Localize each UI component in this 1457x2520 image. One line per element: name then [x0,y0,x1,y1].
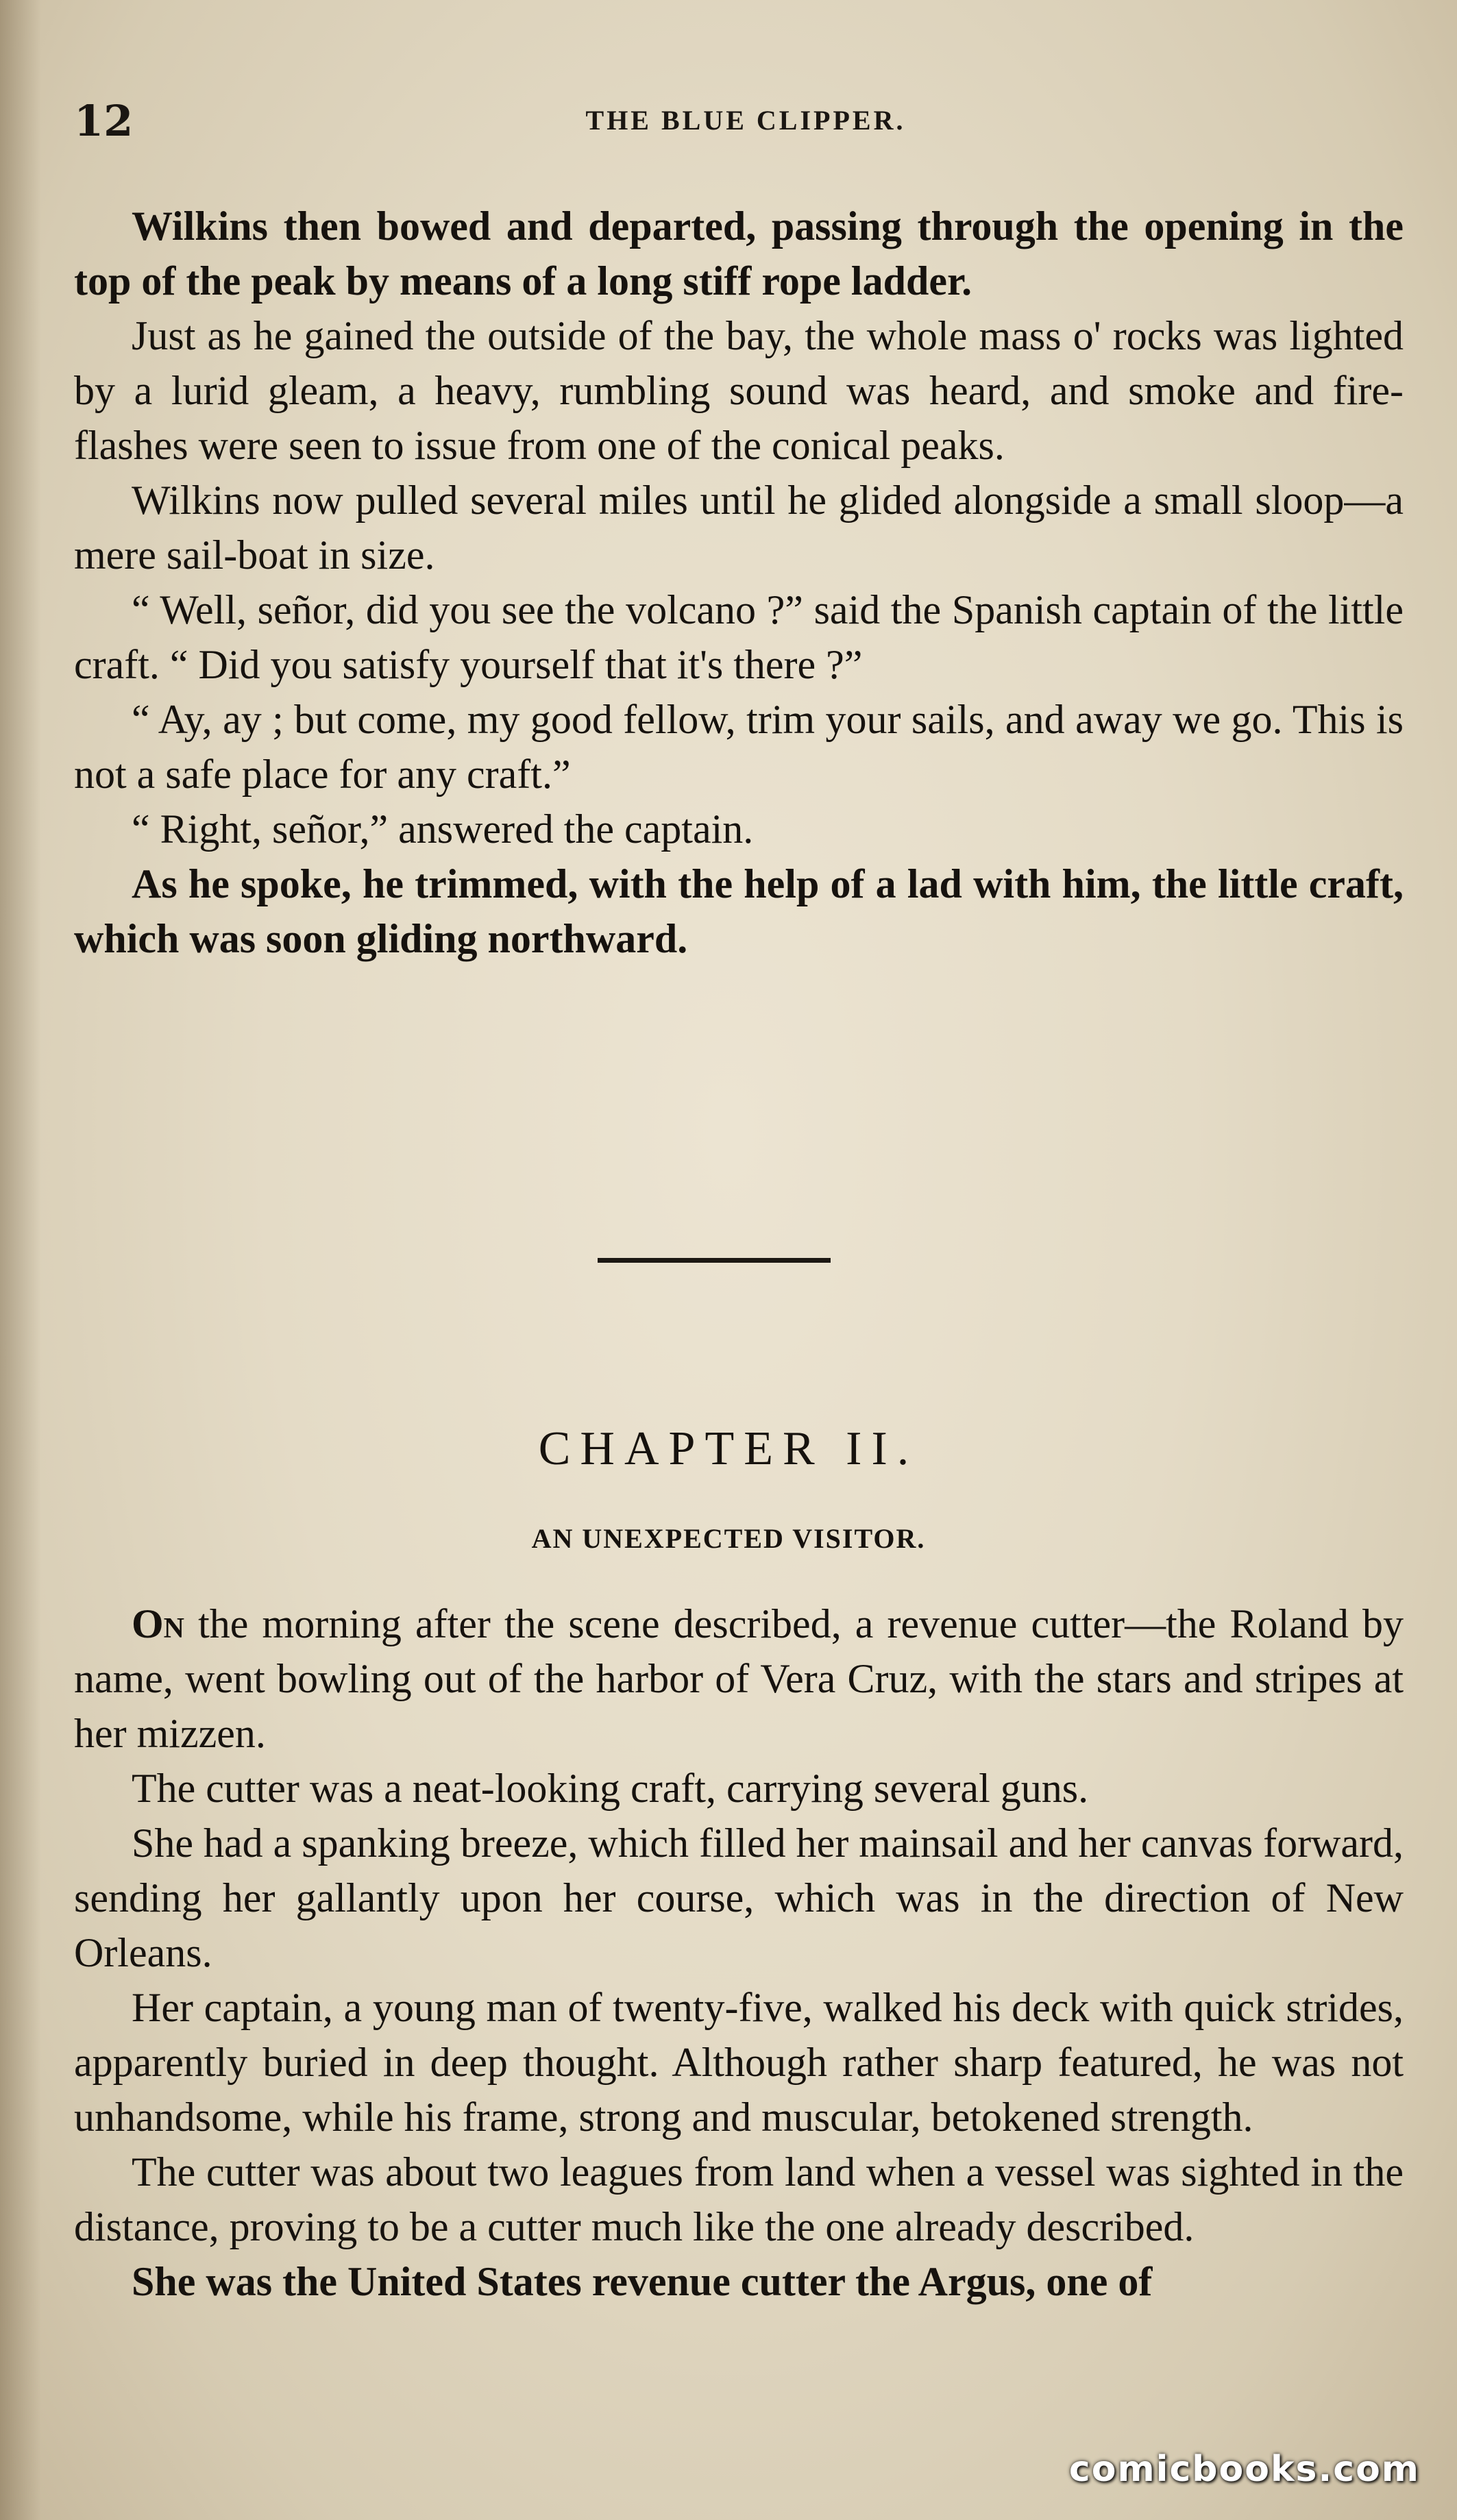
paragraph: Wilkins now pulled several miles until he glided alongside a small sloop—a mere sail-boat in size. [74,478,1404,578]
source-watermark: comicbooks.com [1068,2449,1420,2490]
paragraph: “ Right, señor,” answered the captain. [132,806,754,852]
paragraph: Just as he gained the outside of the bay, the whole mass o' rocks was lighted by a lurid gleam, a heavy, rumbling sound was heard, and smoke and fire-flashes were seen to issue from one of the conical peaks. [74,313,1404,468]
paragraph: The cutter was about two leagues from land when a vessel was sighted in the distance, proving to be a cutter much like the one already described. [74,2149,1404,2249]
page-number: 12 [74,96,134,146]
opening-paragraph [74,1596,1404,1761]
paragraph: Wilkins then bowed and departed, passing through the opening in the top of the peak by means of a long stiff rope ladder. [74,203,1404,304]
opening-word: On [132,1601,185,1646]
paragraph: She was the United States revenue cutter the Argus, one of [132,2259,1153,2304]
paragraph: “ Well, señor, did you see the volcano ?” said the Spanish captain of the little craft. “ Did you satisfy yourself that it's there ?” [74,587,1404,687]
section-divider-rule [598,1258,831,1263]
paragraph: “ Ay, ay ; but come, my good fellow, trim your sails, and away we go. This is not a safe place for any craft.” [74,697,1404,797]
opening-paragraph-text: the morning after the scene described, a revenue cutter—the Roland by name, went bowling out of the harbor of Vera Cruz, with the stars and stripes at her mizzen. [74,1601,1404,1756]
section-two-text [74,1596,1404,2309]
paragraph: She had a spanking breeze, which filled her mainsail and her canvas forward, sending her gallantly upon her course, which was in the direction of New Orleans. [74,1820,1404,1975]
running-title: THE BLUE CLIPPER. [585,105,906,136]
chapter-subtitle: AN UNEXPECTED VISITOR. [531,1523,926,1554]
section-one-text [74,199,1404,966]
paragraph: The cutter was a neat-looking craft, carrying several guns. [132,1766,1089,1811]
chapter-title: CHAPTER II. [538,1422,919,1475]
paragraph: Her captain, a young man of twenty-five, walked his deck with quick strides, apparently buried in deep thought. Although rather sharp featured, he was not unhandsome, while his frame, strong and muscular, betokened strength. [74,1985,1404,2140]
running-head [74,96,1404,151]
page-edge-shadow [0,0,41,2520]
paragraph: As he spoke, he trimmed, with the help of a lad with him, the little craft, which was soon gliding northward. [74,861,1404,961]
